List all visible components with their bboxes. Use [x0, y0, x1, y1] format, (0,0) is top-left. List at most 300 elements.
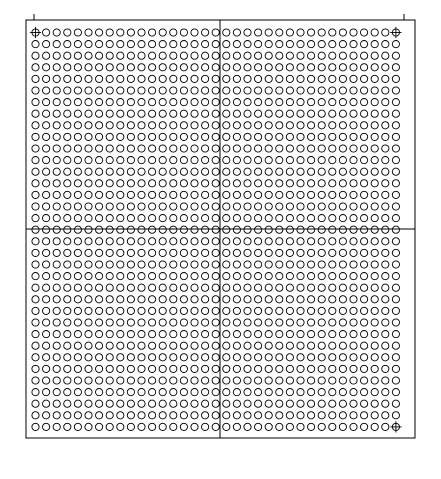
ball-pad	[361, 389, 368, 396]
ball-pad	[371, 226, 378, 233]
ball-pad	[43, 261, 50, 268]
ball-pad	[32, 145, 39, 152]
ball-pad	[382, 110, 389, 117]
ball-pad	[371, 319, 378, 326]
ball-pad	[180, 64, 187, 71]
ball-pad	[339, 284, 346, 291]
ball-pad	[180, 342, 187, 349]
ball-pad	[180, 261, 187, 268]
ball-pad	[244, 122, 251, 129]
ball-pad	[361, 331, 368, 338]
ball-pad	[191, 133, 198, 140]
ball-pad	[371, 342, 378, 349]
ball-pad	[244, 226, 251, 233]
ball-pad	[244, 400, 251, 407]
ball-pad	[106, 99, 113, 106]
ball-pad	[96, 191, 103, 198]
ball-pad	[85, 75, 92, 82]
ball-pad	[96, 203, 103, 210]
ball-pad	[223, 226, 230, 233]
ball-pad	[127, 389, 134, 396]
ball-pad	[159, 249, 166, 256]
ball-pad	[286, 87, 293, 94]
ball-pad	[361, 133, 368, 140]
ball-pad	[350, 87, 357, 94]
ball-pad	[43, 75, 50, 82]
ball-pad	[212, 122, 219, 129]
ball-pad	[212, 110, 219, 117]
ball-pad	[276, 423, 283, 430]
ball-pad	[255, 75, 262, 82]
ball-pad	[371, 284, 378, 291]
ball-pad	[64, 215, 71, 222]
ball-pad	[276, 296, 283, 303]
ball-pad	[138, 342, 145, 349]
ball-pad	[85, 377, 92, 384]
ball-pad	[244, 168, 251, 175]
ball-pad	[371, 41, 378, 48]
ball-pad	[382, 354, 389, 361]
ball-pad	[159, 110, 166, 117]
ball-pad	[382, 75, 389, 82]
ball-pad	[180, 365, 187, 372]
ball-pad	[212, 226, 219, 233]
ball-pad	[265, 145, 272, 152]
ball-pad	[308, 249, 315, 256]
ball-pad	[392, 400, 399, 407]
ball-pad	[85, 87, 92, 94]
ball-pad	[308, 377, 315, 384]
ball-pad	[382, 342, 389, 349]
ball-pad	[74, 122, 81, 129]
ball-pad	[96, 122, 103, 129]
ball-pad	[255, 157, 262, 164]
ball-pad	[64, 122, 71, 129]
ball-pad	[53, 75, 60, 82]
ball-pad	[361, 238, 368, 245]
ball-pad	[170, 133, 177, 140]
ball-pad	[43, 87, 50, 94]
ball-pad	[339, 226, 346, 233]
ball-pad	[371, 133, 378, 140]
ball-pad	[350, 191, 357, 198]
ball-pad	[350, 412, 357, 419]
ball-pad	[308, 342, 315, 349]
ball-pad	[392, 191, 399, 198]
ball-pad	[297, 342, 304, 349]
ball-pad	[96, 261, 103, 268]
ball-pad	[106, 87, 113, 94]
ball-pad	[170, 29, 177, 36]
ball-pad	[53, 365, 60, 372]
ball-pad	[191, 191, 198, 198]
ball-pad	[329, 296, 336, 303]
ball-pad	[170, 331, 177, 338]
ball-pad	[255, 377, 262, 384]
ball-pad	[286, 238, 293, 245]
ball-pad	[180, 296, 187, 303]
ball-pad	[318, 168, 325, 175]
ball-pad	[329, 203, 336, 210]
ball-pad	[127, 261, 134, 268]
ball-pad	[117, 145, 124, 152]
ball-pad	[329, 110, 336, 117]
ball-pad	[244, 261, 251, 268]
ball-pad	[96, 238, 103, 245]
ball-pad	[361, 191, 368, 198]
ball-pad	[32, 365, 39, 372]
ball-pad	[255, 64, 262, 71]
ball-pad	[149, 99, 156, 106]
ball-pad	[244, 307, 251, 314]
ball-pad	[191, 203, 198, 210]
ball-pad	[74, 249, 81, 256]
ball-pad	[350, 133, 357, 140]
ball-pad	[127, 191, 134, 198]
ball-pad	[127, 215, 134, 222]
ball-pad	[350, 423, 357, 430]
ball-pad	[392, 215, 399, 222]
ball-pad	[392, 319, 399, 326]
ball-pad	[43, 226, 50, 233]
ball-pad	[350, 203, 357, 210]
ball-pad	[202, 191, 209, 198]
ball-pad	[371, 307, 378, 314]
ball-pad	[159, 52, 166, 59]
ball-pad	[180, 99, 187, 106]
ball-pad	[212, 52, 219, 59]
ball-pad	[233, 203, 240, 210]
ball-pad	[85, 307, 92, 314]
ball-pad	[255, 342, 262, 349]
ball-pad	[371, 145, 378, 152]
ball-pad	[149, 319, 156, 326]
ball-pad	[32, 238, 39, 245]
ball-pad	[339, 157, 346, 164]
ball-pad	[276, 191, 283, 198]
ball-pad	[180, 238, 187, 245]
ball-pad	[286, 400, 293, 407]
ball-pad	[127, 284, 134, 291]
ball-pad	[64, 342, 71, 349]
ball-pad	[96, 342, 103, 349]
ball-pad	[32, 249, 39, 256]
ball-pad	[361, 87, 368, 94]
ball-pad	[297, 296, 304, 303]
ball-pad	[223, 64, 230, 71]
ball-pad	[276, 238, 283, 245]
ball-pad	[223, 191, 230, 198]
ball-pad	[202, 122, 209, 129]
ball-pad	[223, 122, 230, 129]
ball-pad	[276, 180, 283, 187]
ball-pad	[361, 64, 368, 71]
ball-pad	[74, 75, 81, 82]
ball-pad	[74, 238, 81, 245]
ball-pad	[286, 75, 293, 82]
ball-pad	[265, 75, 272, 82]
ball-pad	[180, 203, 187, 210]
ball-pad	[244, 145, 251, 152]
ball-pad	[244, 342, 251, 349]
ball-pad	[96, 157, 103, 164]
ball-pad	[149, 412, 156, 419]
ball-pad	[117, 238, 124, 245]
ball-pad	[180, 273, 187, 280]
ball-pad	[255, 41, 262, 48]
ball-pad	[64, 423, 71, 430]
ball-pad	[244, 238, 251, 245]
ball-pad	[265, 331, 272, 338]
ball-pad	[74, 284, 81, 291]
ball-pad	[392, 41, 399, 48]
ball-pad	[371, 29, 378, 36]
ball-pad	[127, 110, 134, 117]
ball-pad	[382, 412, 389, 419]
ball-pad	[85, 273, 92, 280]
ball-pad	[180, 41, 187, 48]
ball-pad	[233, 342, 240, 349]
ball-pad	[191, 412, 198, 419]
ball-pad	[74, 99, 81, 106]
ball-pad	[255, 133, 262, 140]
ball-pad	[339, 52, 346, 59]
ball-pad	[191, 238, 198, 245]
ball-pad	[392, 261, 399, 268]
ball-pad	[382, 203, 389, 210]
ball-pad	[244, 412, 251, 419]
ball-pad	[191, 99, 198, 106]
ball-pad	[149, 423, 156, 430]
ball-pad	[223, 307, 230, 314]
ball-pad	[106, 377, 113, 384]
ball-pad	[286, 110, 293, 117]
ball-pad	[159, 145, 166, 152]
ball-pad	[117, 412, 124, 419]
ball-pad	[339, 133, 346, 140]
ball-pad	[180, 319, 187, 326]
ball-pad	[96, 180, 103, 187]
ball-pad	[159, 168, 166, 175]
ball-pad	[106, 110, 113, 117]
ball-pad	[361, 41, 368, 48]
ball-pad	[318, 331, 325, 338]
ball-pad	[392, 296, 399, 303]
ball-pad	[53, 389, 60, 396]
ball-pad	[96, 389, 103, 396]
ball-pad	[191, 307, 198, 314]
ball-pad	[223, 365, 230, 372]
ball-pad	[382, 122, 389, 129]
ball-pad	[106, 273, 113, 280]
ball-pad	[138, 145, 145, 152]
ball-pad	[265, 52, 272, 59]
ball-pad	[170, 41, 177, 48]
ball-pad	[255, 145, 262, 152]
ball-pad	[117, 29, 124, 36]
ball-pad	[53, 249, 60, 256]
ball-pad	[180, 145, 187, 152]
ball-pad	[64, 319, 71, 326]
ball-pad	[276, 389, 283, 396]
ball-pad	[64, 145, 71, 152]
ball-pad	[286, 29, 293, 36]
ball-pad	[32, 122, 39, 129]
ball-pad	[138, 180, 145, 187]
ball-pad	[191, 41, 198, 48]
ball-pad	[329, 331, 336, 338]
ball-pad	[212, 307, 219, 314]
ball-pad	[308, 157, 315, 164]
ball-pad	[149, 133, 156, 140]
ball-pad	[106, 52, 113, 59]
ball-pad	[138, 377, 145, 384]
ball-pad	[117, 64, 124, 71]
ball-pad	[318, 122, 325, 129]
ball-pad	[212, 342, 219, 349]
ball-pad	[180, 307, 187, 314]
ball-pad	[180, 412, 187, 419]
ball-pad	[170, 226, 177, 233]
ball-pad	[149, 157, 156, 164]
ball-pad	[233, 307, 240, 314]
ball-pad	[329, 64, 336, 71]
ball-pad	[53, 296, 60, 303]
ball-pad	[96, 423, 103, 430]
ball-pad	[202, 145, 209, 152]
ball-pad	[138, 284, 145, 291]
ball-pad	[32, 41, 39, 48]
ball-pad	[96, 99, 103, 106]
ball-pad	[318, 29, 325, 36]
ball-pad	[64, 180, 71, 187]
ball-pad	[297, 423, 304, 430]
ball-pad	[53, 331, 60, 338]
ball-pad	[212, 412, 219, 419]
ball-pad	[297, 75, 304, 82]
ball-pad	[127, 238, 134, 245]
ball-pad	[127, 133, 134, 140]
ball-pad	[202, 296, 209, 303]
ball-pad	[392, 157, 399, 164]
ball-pad	[265, 354, 272, 361]
ball-pad	[297, 110, 304, 117]
ball-pad	[233, 110, 240, 117]
ball-pad	[138, 191, 145, 198]
ball-pad	[32, 133, 39, 140]
ball-pad	[361, 99, 368, 106]
ball-pad	[255, 99, 262, 106]
ball-pad	[191, 29, 198, 36]
ball-pad	[64, 99, 71, 106]
ball-pad	[106, 145, 113, 152]
ball-pad	[53, 412, 60, 419]
ball-pad	[149, 307, 156, 314]
ball-pad	[159, 261, 166, 268]
ball-pad	[371, 412, 378, 419]
ball-pad	[64, 87, 71, 94]
ball-pad	[191, 377, 198, 384]
ball-pad	[308, 29, 315, 36]
ball-pad	[255, 52, 262, 59]
ball-pad	[233, 191, 240, 198]
ball-pad	[191, 157, 198, 164]
ball-pad	[85, 180, 92, 187]
ball-pad	[43, 157, 50, 164]
ball-pad	[149, 180, 156, 187]
ball-pad	[233, 41, 240, 48]
ball-pad	[371, 354, 378, 361]
ball-pad	[371, 110, 378, 117]
ball-pad	[96, 412, 103, 419]
ball-pad	[286, 226, 293, 233]
ball-pad	[223, 203, 230, 210]
ball-pad	[265, 215, 272, 222]
ball-pad	[149, 41, 156, 48]
ball-pad	[392, 75, 399, 82]
ball-pad	[96, 75, 103, 82]
ball-pad	[85, 99, 92, 106]
ball-pad	[149, 29, 156, 36]
ball-pad	[191, 168, 198, 175]
ball-pad	[53, 157, 60, 164]
ball-pad	[159, 319, 166, 326]
ball-pad	[382, 29, 389, 36]
ball-pad	[159, 389, 166, 396]
ball-pad	[212, 215, 219, 222]
ball-pad	[265, 249, 272, 256]
ball-pad	[96, 273, 103, 280]
ball-pad	[350, 99, 357, 106]
ball-pad	[392, 203, 399, 210]
ball-pad	[180, 110, 187, 117]
ball-pad	[43, 99, 50, 106]
ball-pad	[53, 354, 60, 361]
ball-pad	[202, 319, 209, 326]
ball-pad	[382, 423, 389, 430]
ball-pad	[149, 64, 156, 71]
ball-pad	[318, 319, 325, 326]
ball-pad	[297, 64, 304, 71]
ball-pad	[43, 389, 50, 396]
ball-pad	[265, 168, 272, 175]
ball-pad	[64, 412, 71, 419]
ball-pad	[127, 307, 134, 314]
ball-pad	[382, 400, 389, 407]
ball-pad	[318, 342, 325, 349]
ball-pad	[117, 122, 124, 129]
ball-pad	[350, 157, 357, 164]
ball-pad	[308, 52, 315, 59]
ball-pad	[96, 110, 103, 117]
ball-pad	[255, 87, 262, 94]
ball-pad	[180, 168, 187, 175]
ball-pad	[138, 354, 145, 361]
ball-pad	[117, 331, 124, 338]
ball-pad	[255, 191, 262, 198]
ball-pad	[255, 168, 262, 175]
ball-pad	[392, 412, 399, 419]
ball-pad	[149, 168, 156, 175]
ball-pad	[350, 319, 357, 326]
ball-pad	[361, 307, 368, 314]
ball-pad	[308, 41, 315, 48]
ball-pad	[64, 191, 71, 198]
ball-pad	[223, 423, 230, 430]
ball-pad	[276, 203, 283, 210]
ball-pad	[286, 319, 293, 326]
ball-pad	[361, 319, 368, 326]
